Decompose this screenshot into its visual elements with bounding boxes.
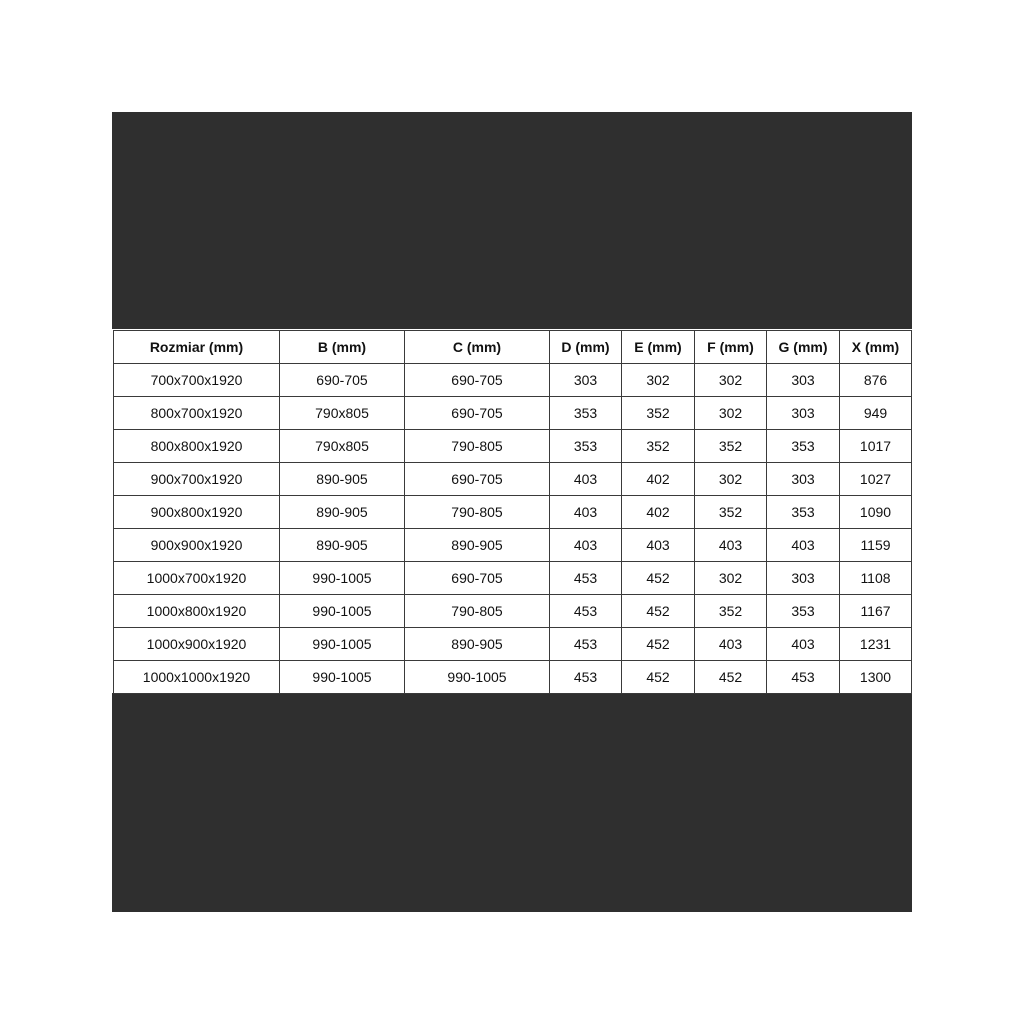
- cell-rozmiar: 1000x1000x1920: [114, 661, 280, 694]
- table-row: [114, 430, 912, 463]
- cell-x: 1017: [840, 430, 912, 463]
- cell-g: 303: [767, 463, 840, 496]
- cell-rozmiar: 1000x800x1920: [114, 595, 280, 628]
- cell-rozmiar: 1000x700x1920: [114, 562, 280, 595]
- table-body: [114, 364, 912, 694]
- cell-b: 790x805: [280, 397, 405, 430]
- cell-b: 990-1005: [280, 661, 405, 694]
- cell-d: 403: [550, 463, 622, 496]
- table-row: [114, 529, 912, 562]
- cell-f: 352: [695, 496, 767, 529]
- cell-e: 452: [622, 628, 695, 661]
- cell-d: 453: [550, 661, 622, 694]
- dimensions-table: [113, 330, 912, 694]
- cell-e: 452: [622, 661, 695, 694]
- cell-c: 690-705: [405, 562, 550, 595]
- cell-f: 403: [695, 628, 767, 661]
- table-row: [114, 463, 912, 496]
- header-rozmiar: Rozmiar (mm): [114, 331, 280, 364]
- cell-e: 402: [622, 463, 695, 496]
- table-row: [114, 661, 912, 694]
- cell-x: 1167: [840, 595, 912, 628]
- cell-d: 403: [550, 529, 622, 562]
- cell-x: 1090: [840, 496, 912, 529]
- cell-d: 353: [550, 430, 622, 463]
- cell-f: 302: [695, 562, 767, 595]
- header-e: E (mm): [622, 331, 695, 364]
- cell-b: 790x805: [280, 430, 405, 463]
- table-header-row: [114, 331, 912, 364]
- cell-f: 302: [695, 364, 767, 397]
- cell-c: 690-705: [405, 364, 550, 397]
- cell-b: 990-1005: [280, 562, 405, 595]
- cell-b: 890-905: [280, 463, 405, 496]
- table-row: [114, 595, 912, 628]
- cell-g: 353: [767, 595, 840, 628]
- cell-d: 353: [550, 397, 622, 430]
- cell-c: 690-705: [405, 463, 550, 496]
- cell-g: 303: [767, 562, 840, 595]
- cell-g: 303: [767, 397, 840, 430]
- cell-g: 353: [767, 496, 840, 529]
- cell-x: 1231: [840, 628, 912, 661]
- table-row: [114, 364, 912, 397]
- table-row: [114, 496, 912, 529]
- cell-e: 403: [622, 529, 695, 562]
- cell-x: 949: [840, 397, 912, 430]
- header-b: B (mm): [280, 331, 405, 364]
- cell-c: 790-805: [405, 595, 550, 628]
- cell-b: 990-1005: [280, 628, 405, 661]
- cell-f: 452: [695, 661, 767, 694]
- cell-c: 990-1005: [405, 661, 550, 694]
- cell-g: 303: [767, 364, 840, 397]
- cell-e: 302: [622, 364, 695, 397]
- cell-x: 1027: [840, 463, 912, 496]
- header-g: G (mm): [767, 331, 840, 364]
- cell-d: 453: [550, 595, 622, 628]
- cell-f: 352: [695, 430, 767, 463]
- cell-f: 302: [695, 463, 767, 496]
- table-row: [114, 562, 912, 595]
- cell-x: 1159: [840, 529, 912, 562]
- cell-c: 890-905: [405, 628, 550, 661]
- cell-b: 990-1005: [280, 595, 405, 628]
- cell-e: 402: [622, 496, 695, 529]
- table-row: [114, 397, 912, 430]
- header-f: F (mm): [695, 331, 767, 364]
- cell-rozmiar: 1000x900x1920: [114, 628, 280, 661]
- cell-e: 452: [622, 562, 695, 595]
- cell-b: 690-705: [280, 364, 405, 397]
- cell-rozmiar: 900x900x1920: [114, 529, 280, 562]
- cell-c: 690-705: [405, 397, 550, 430]
- cell-rozmiar: 900x800x1920: [114, 496, 280, 529]
- cell-rozmiar: 800x800x1920: [114, 430, 280, 463]
- cell-c: 890-905: [405, 529, 550, 562]
- header-c: C (mm): [405, 331, 550, 364]
- cell-e: 452: [622, 595, 695, 628]
- cell-g: 403: [767, 628, 840, 661]
- header-x: X (mm): [840, 331, 912, 364]
- cell-e: 352: [622, 430, 695, 463]
- cell-b: 890-905: [280, 496, 405, 529]
- cell-d: 453: [550, 562, 622, 595]
- cell-d: 303: [550, 364, 622, 397]
- cell-e: 352: [622, 397, 695, 430]
- cell-d: 453: [550, 628, 622, 661]
- cell-x: 1300: [840, 661, 912, 694]
- dimensions-table-container: [112, 329, 912, 693]
- cell-f: 302: [695, 397, 767, 430]
- cell-rozmiar: 800x700x1920: [114, 397, 280, 430]
- cell-d: 403: [550, 496, 622, 529]
- table-row: [114, 628, 912, 661]
- cell-b: 890-905: [280, 529, 405, 562]
- cell-g: 353: [767, 430, 840, 463]
- cell-f: 403: [695, 529, 767, 562]
- cell-f: 352: [695, 595, 767, 628]
- cell-rozmiar: 700x700x1920: [114, 364, 280, 397]
- cell-x: 876: [840, 364, 912, 397]
- cell-g: 403: [767, 529, 840, 562]
- cell-g: 453: [767, 661, 840, 694]
- cell-c: 790-805: [405, 430, 550, 463]
- cell-rozmiar: 900x700x1920: [114, 463, 280, 496]
- cell-c: 790-805: [405, 496, 550, 529]
- cell-x: 1108: [840, 562, 912, 595]
- header-d: D (mm): [550, 331, 622, 364]
